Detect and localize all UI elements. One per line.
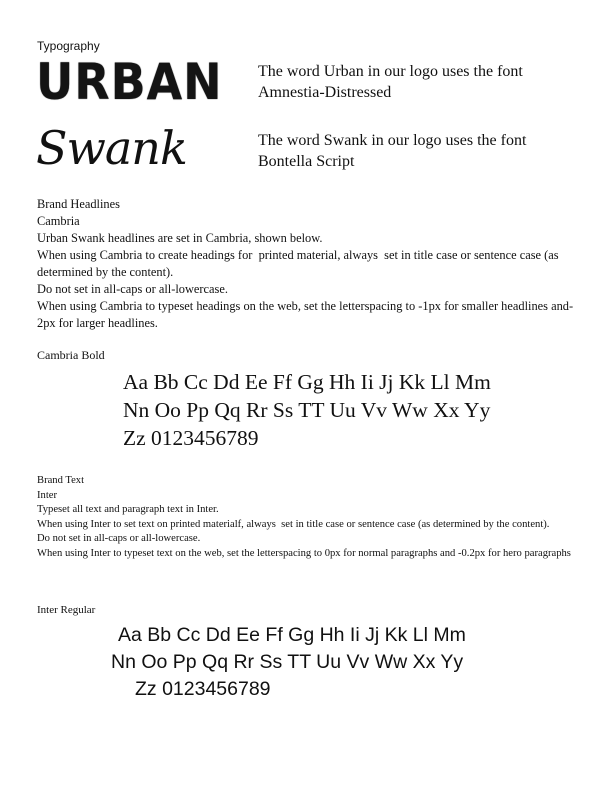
urban-font-note-line2: Amnestia-Distressed xyxy=(258,84,392,101)
specimen-line: Aa Bb Cc Dd Ee Ff Gg Hh Ii Jj Kk Ll Mm xyxy=(118,624,466,646)
headline-rule: Do not set in all-caps or all-lowercase. xyxy=(37,282,228,296)
specimen-line: Nn Oo Pp Qq Rr Ss TT Uu Vv Ww Xx Yy xyxy=(111,651,464,673)
brand-headlines-section xyxy=(37,196,577,332)
brand-text-heading: Brand Text xyxy=(37,475,85,486)
inter-specimen-label: Inter Regular xyxy=(37,604,96,616)
urban-font-note xyxy=(258,61,578,103)
headline-rule: When using Cambria to create headings for printed material, always set in title case or sentence case (as determined by the content). xyxy=(37,248,562,279)
cambria-specimen-label: Cambria Bold xyxy=(37,348,105,362)
urban-font-note-line1: The word Urban in our logo uses the font xyxy=(258,63,523,80)
text-rule: Do not set in all-caps or all-lowercase. xyxy=(37,533,201,545)
section-title: Typography xyxy=(37,39,100,53)
headline-font-name: Cambria xyxy=(37,214,80,228)
headline-rule: Urban Swank headlines are set in Cambria, shown below. xyxy=(37,231,323,245)
text-rule: Typeset all text and paragraph text in Inter. xyxy=(37,504,219,516)
logo-word-urban: URBAN xyxy=(36,53,223,111)
swank-font-note-line1: The word Swank in our logo uses the font xyxy=(258,132,527,149)
cambria-specimen xyxy=(123,368,491,452)
specimen-line: Zz 0123456789 xyxy=(135,678,271,700)
text-rule: When using Inter to set text on printed materialf, always set in title case or sentence case (as determined by the content). xyxy=(37,518,550,530)
swank-font-note-line2: Bontella Script xyxy=(258,153,355,170)
specimen-line: Zz 0123456789 xyxy=(123,426,259,450)
logo-word-swank: Swank xyxy=(36,121,187,175)
text-rule: When using Inter to typeset text on the web, set the letterspacing to 0px for normal paragraphs and -0.2px for hero paragraphs xyxy=(37,547,571,559)
text-font-name: Inter xyxy=(37,489,57,501)
swank-font-note xyxy=(258,130,578,172)
specimen-line: Nn Oo Pp Qq Rr Ss TT Uu Vv Ww Xx Yy xyxy=(123,398,491,422)
headline-rule: When using Cambria to typeset headings on the web, set the letterspacing to -1px for smaller headlines and-2px for larger headlines. xyxy=(37,299,574,330)
brand-headlines-heading: Brand Headlines xyxy=(37,197,120,211)
specimen-line: Aa Bb Cc Dd Ee Ff Gg Hh Ii Jj Kk Ll Mm xyxy=(123,370,491,394)
brand-text-section xyxy=(37,474,582,562)
